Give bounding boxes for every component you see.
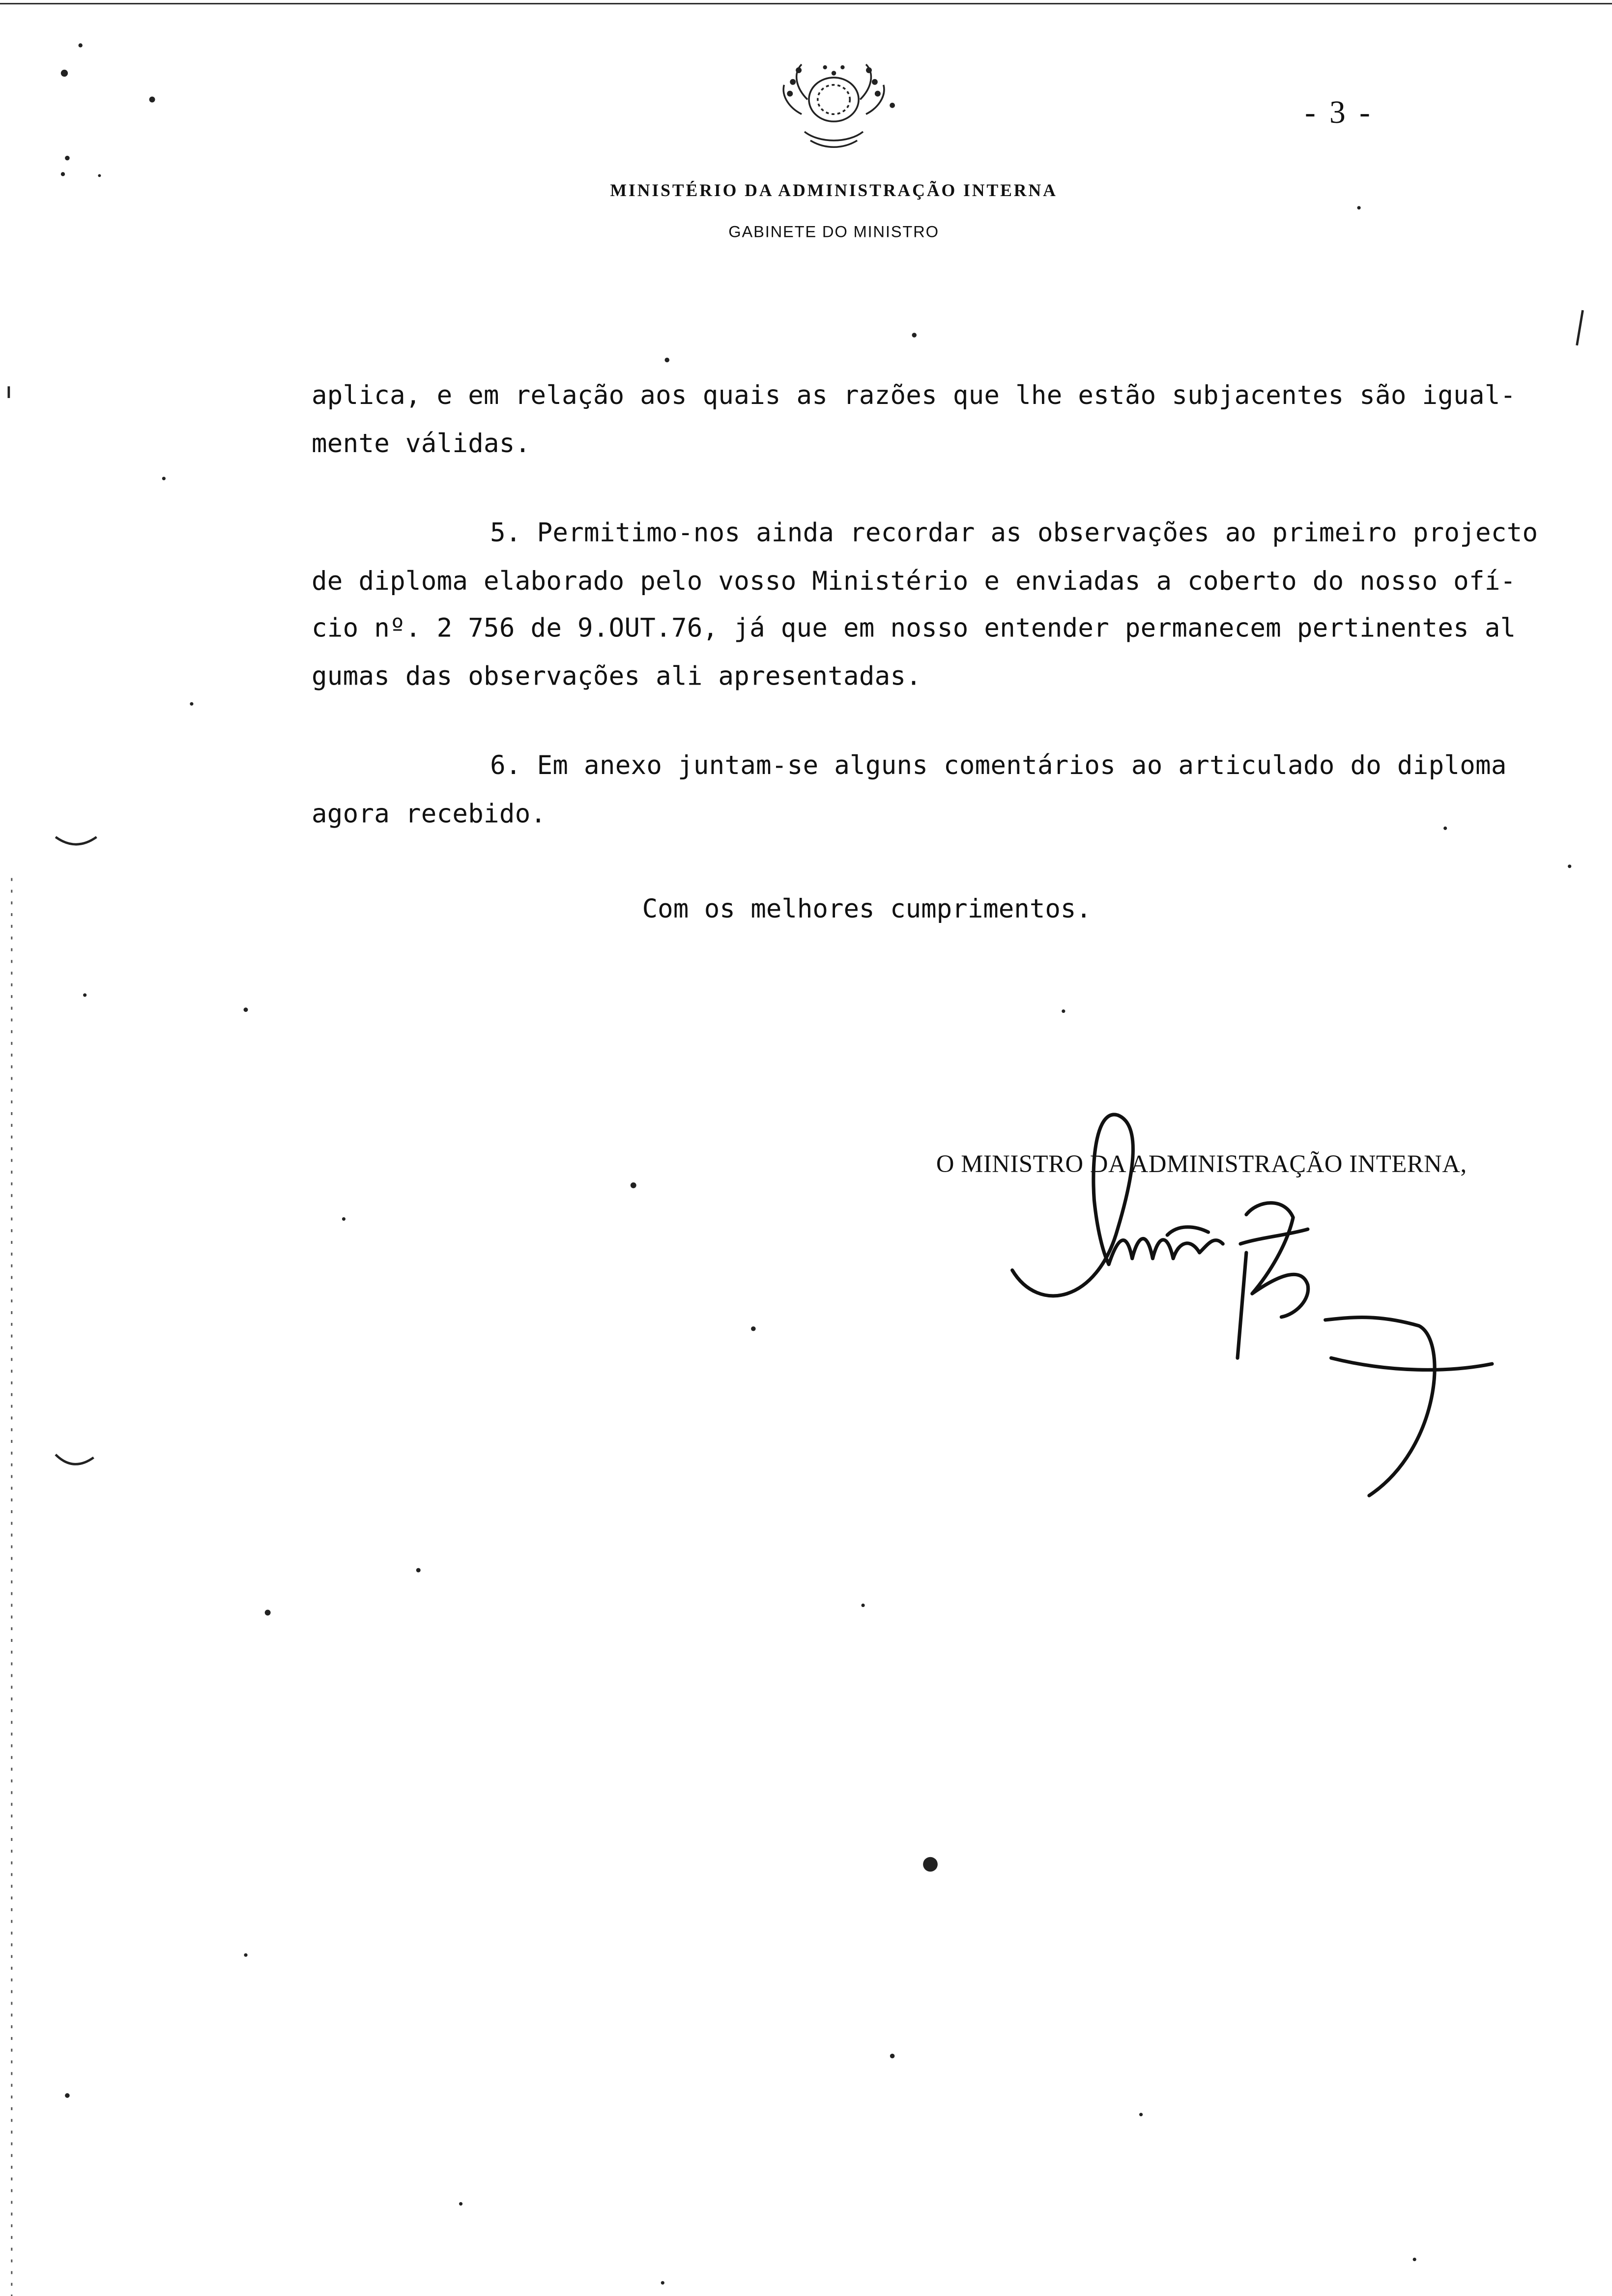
- ministry-name: MINISTÉRIO DA ADMINISTRAÇÃO INTERNA: [610, 180, 1058, 201]
- paragraph-6: [312, 744, 1584, 839]
- text-line: aplica, e em relação aos quais as razões que lhe estão subjacentes são igual-: [311, 382, 1516, 411]
- text-line: 5. Permitimo-nos ainda recordar as observações ao primeiro projecto: [490, 519, 1538, 549]
- text-line: 6. Em anexo juntam-se alguns comentários ao articulado do diploma: [490, 752, 1507, 782]
- page-number: - 3 -: [1304, 93, 1373, 131]
- text-line: de diploma elaborado pelo vosso Ministério e enviadas a coberto do nosso ofí-: [311, 567, 1516, 597]
- text-line: agora recebido.: [311, 800, 547, 829]
- cabinet-name: GABINETE DO MINISTRO: [728, 224, 939, 242]
- text-line: cio nº. 2 756 de 9.OUT.76, já que em nosso entender permanecem pertinentes al: [311, 614, 1516, 644]
- signatory-title: O MINISTRO DA ADMINISTRAÇÃO INTERNA,: [936, 1150, 1467, 1178]
- handwritten-signature: [995, 1112, 1522, 1515]
- text-line: mente válidas.: [311, 429, 531, 459]
- text-line: gumas das observações ali apresentadas.: [311, 662, 922, 691]
- paragraph-continuation: [312, 373, 1584, 468]
- closing-salutation: Com os melhores cumprimentos.: [642, 895, 1092, 925]
- paragraph-5: [312, 511, 1584, 701]
- top-border-line: [0, 3, 1612, 4]
- coat-of-arms-emblem: [770, 56, 898, 155]
